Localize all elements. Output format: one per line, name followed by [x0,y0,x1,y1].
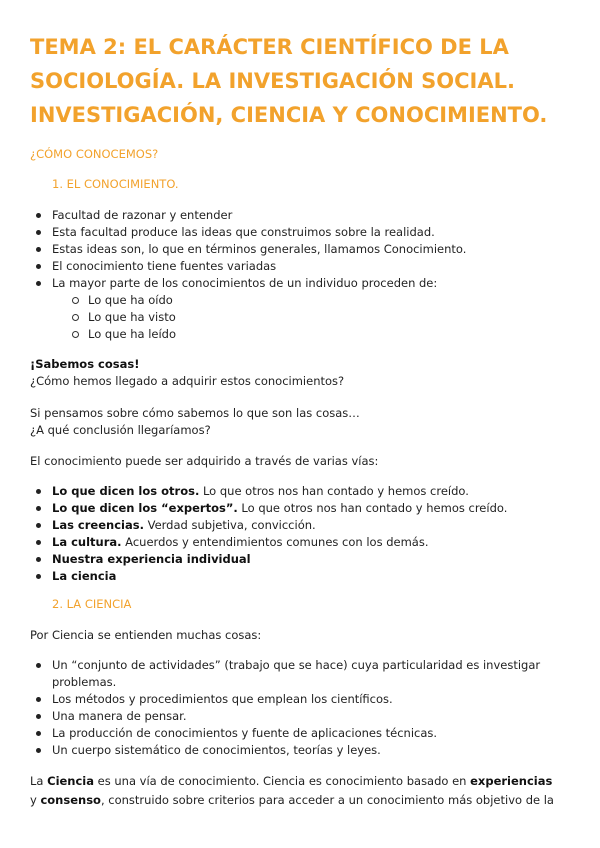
sublist-item: Lo que ha leído [52,326,570,343]
item-bold: Las creencias. [52,518,144,532]
text-run: es una vía de conocimiento. Ciencia es conocimiento basado en [94,774,471,788]
sources-sublist [52,292,570,343]
list-item [30,500,570,517]
list-item: Estas ideas son, lo que en términos generales, llamamos Conocimiento. [30,241,570,258]
text-run: y [30,793,41,807]
sabemos-question: ¿Cómo hemos llegado a adquirir estos conocimientos? [30,374,345,388]
section-heading: ¿CÓMO CONOCEMOS? [30,147,159,161]
pensamos-line2: ¿A qué conclusión llegaríamos? [30,423,211,437]
paragraph-sabemos [30,356,570,390]
knowledge-list [30,207,570,343]
text-run: , construido sobre criterios para acceder a un conocimiento más objetivo de la [100,793,554,807]
item-bold: Nuestra experiencia individual [52,552,251,566]
list-item [30,517,570,534]
sublist-item: Lo que ha visto [52,309,570,326]
item-text: Lo que otros nos han contado y hemos creído. [199,484,469,498]
paragraph-ciencia: Por Ciencia se entienden muchas cosas: [30,628,262,642]
bold-run: consenso [40,793,101,807]
pensamos-line1: Si pensamos sobre cómo sabemos lo que son las cosas… [30,406,360,420]
list-item: Facultad de razonar y entender [30,207,570,224]
page-title: TEMA 2: EL CARÁCTER CIENTÍFICO DE LA SOCIOLOGÍA. LA INVESTIGACIÓN SOCIAL. INVESTIGACIÓN, CIENCIA Y CONOCIMIENTO. [30,35,548,127]
subsection-heading-conocimiento: 1. EL CONOCIMIENTO. [52,177,179,191]
bold-run: Ciencia [47,774,95,788]
text-run: La [30,774,48,788]
item-text: Acuerdos y entendimientos comunes con los demás. [121,535,429,549]
item-bold: Lo que dicen los “expertos”. [52,501,238,515]
list-item: Esta facultad produce las ideas que construimos sobre la realidad. [30,224,570,241]
list-item: Una manera de pensar. [30,708,550,725]
paragraph-pensamos [30,405,570,439]
list-item-text: La mayor parte de los conocimientos de un individuo proceden de: [52,276,438,290]
list-item [30,568,570,585]
list-item: La producción de conocimientos y fuente de aplicaciones técnicas. [30,725,550,742]
sublist-item: Lo que ha oído [52,292,570,309]
list-item: Un “conjunto de actividades” (trabajo que se hace) cuya particularidad es investigar problemas. [30,657,550,691]
list-item: El conocimiento tiene fuentes variadas [30,258,570,275]
item-text: Verdad subjetiva, convicción. [143,518,316,532]
list-item [30,551,570,568]
subsection-heading-ciencia: 2. LA CIENCIA [52,597,132,611]
list-item [30,275,570,343]
item-text: Lo que otros nos han contado y hemos creído. [237,501,508,515]
ways-list [30,483,570,585]
item-bold: La cultura. [52,535,122,549]
paragraph-final [30,772,560,810]
paragraph-vias: El conocimiento puede ser adquirido a través de varias vías: [30,454,379,468]
bold-run: experiencias [470,774,553,788]
list-item [30,483,570,500]
science-list [30,657,550,759]
sabemos-bold: ¡Sabemos cosas! [30,357,140,371]
list-item: Los métodos y procedimientos que emplean los científicos. [30,691,550,708]
item-bold: Lo que dicen los otros. [52,484,200,498]
item-bold: La ciencia [52,569,117,583]
list-item: Un cuerpo sistemático de conocimientos, teorías y leyes. [30,742,550,759]
list-item [30,534,570,551]
